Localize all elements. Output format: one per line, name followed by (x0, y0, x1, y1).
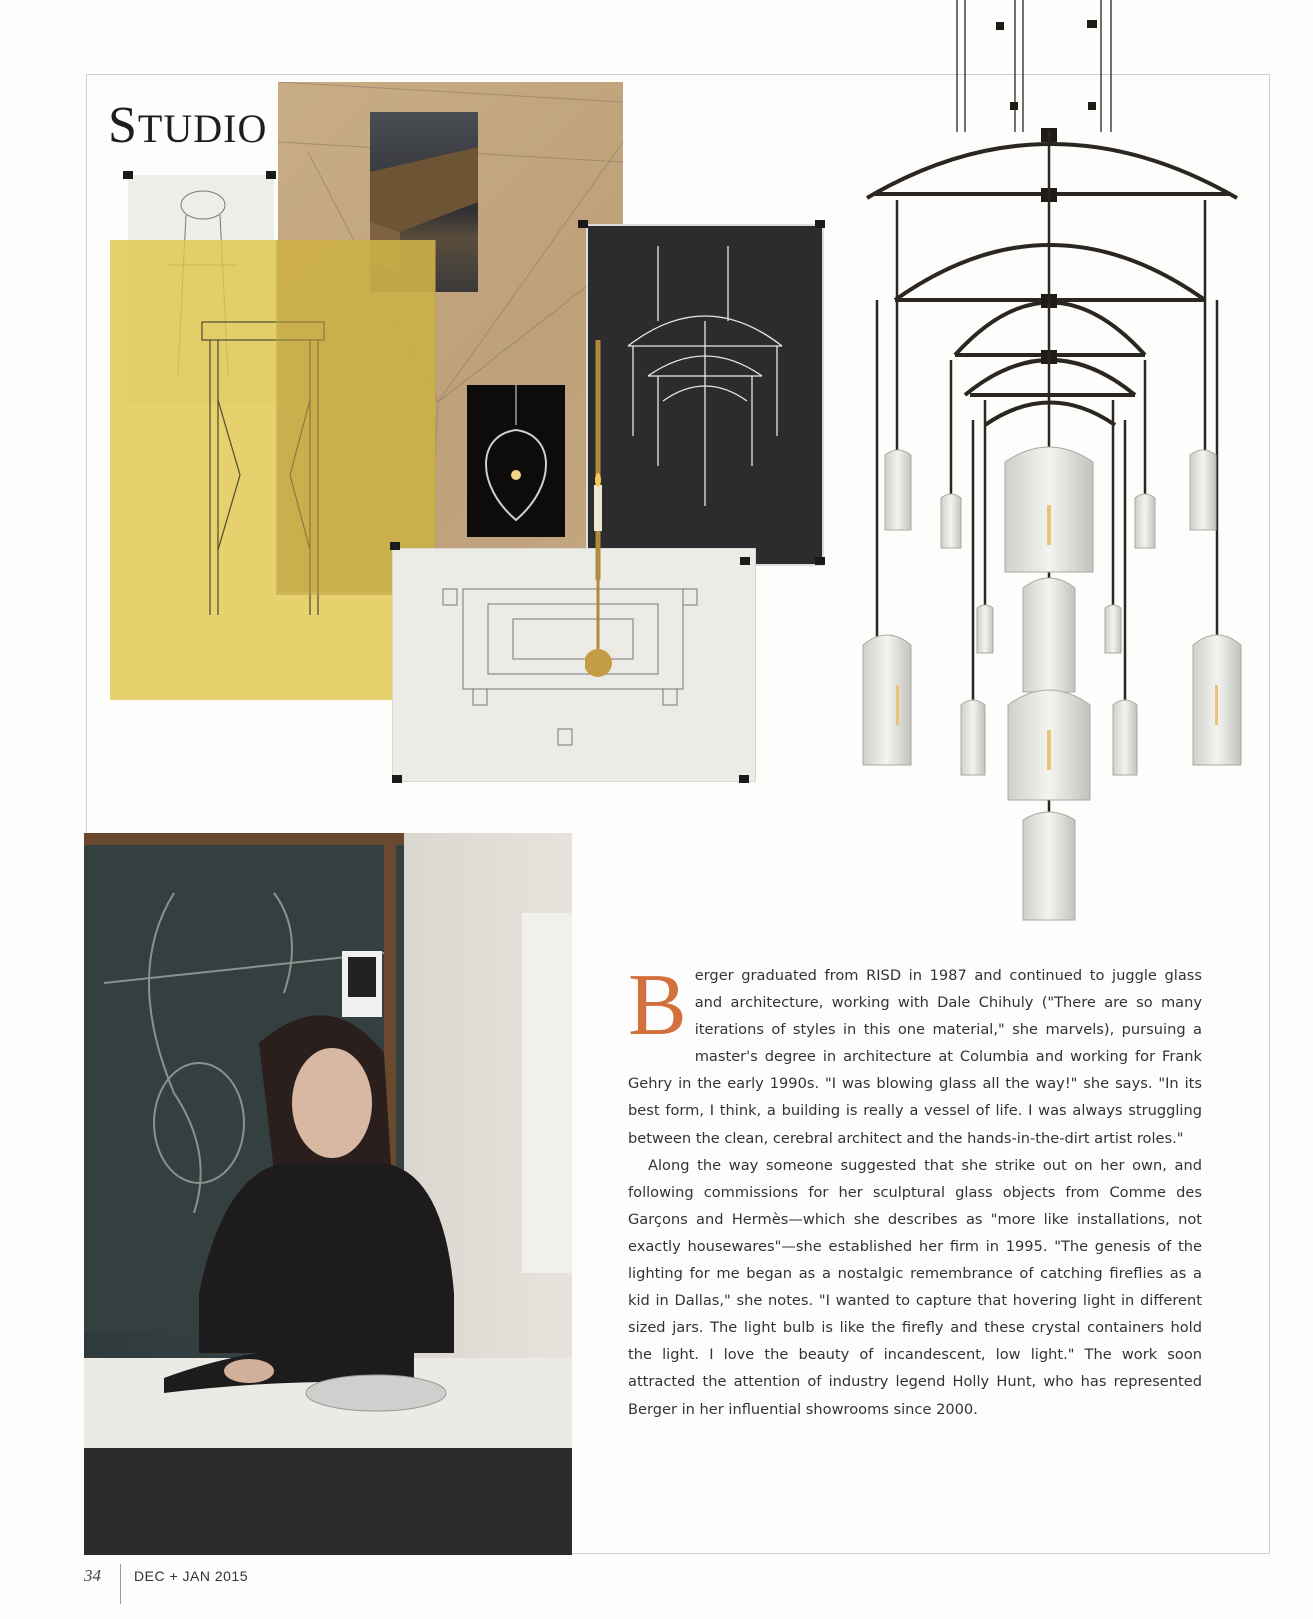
brass-candlestick (585, 330, 615, 690)
binder-clip (123, 171, 133, 179)
portrait-photo (84, 833, 572, 1555)
binder-clip (390, 542, 400, 550)
section-title: STUDIO (108, 97, 268, 154)
chandelier-print (586, 224, 824, 566)
binder-clip (392, 775, 402, 783)
article-paragraph: Along the way someone suggested that she strike out on her own, and following commissions for her sculptural glass objects from Comme des Garçons and Hermès—which she describes as "more like installations, not exactly housewares"—she established her firm in 1995. "The genesis of the lighting for me began as a nostalgic remembrance of catching fireflies as a kid in Dallas," she notes. "I wanted to capture that hovering light in different sized jars. The light bulb is like the firefly and these crystal containers hold the light. I love the beauty of incandescent, low light." The work soon attracted the attention of industry legend Holly Hunt, who has represented Berger in her influential showrooms since 2000. (628, 1156, 1202, 1418)
glass-pendant-photo (467, 385, 565, 537)
drop-cap: B (628, 957, 687, 1054)
yellow-trace-overlay (276, 240, 436, 595)
chandelier-line-drawing (588, 226, 822, 564)
glass-pendant-shape (467, 385, 565, 537)
article-body (628, 957, 1202, 1423)
binder-clip (739, 775, 749, 783)
sketch-collage (0, 0, 840, 790)
chandelier-illustration (855, 0, 1255, 930)
binder-clip (815, 220, 825, 228)
portrait-scene (84, 833, 572, 1555)
binder-clip (578, 220, 588, 228)
chandelier-photo (855, 0, 1255, 930)
binder-clip (815, 557, 825, 565)
footer-divider (120, 1564, 121, 1604)
article-paragraph: Berger graduated from RISD in 1987 and continued to juggle glass and architecture, working with Dale Chihuly ("There are so many iterations of styles in this one material," she marvels), pursuing a master's degree in architecture at Columbia and working for Frank Gehry in the early 1990s. "I was blowing glass all the way!" she says. "In its best form, I think, a building is really a vessel of life. I was always struggling between the clean, cerebral architect and the hands-in-the-dirt artist roles." (628, 957, 1202, 1147)
issue-date: DEC + JAN 2015 (134, 1568, 248, 1584)
chandelier-plan-sketch (393, 549, 755, 781)
binder-clip (266, 171, 276, 179)
page-number: 34 (84, 1566, 101, 1585)
binder-clip (740, 557, 750, 565)
plan-sketch-sheet (392, 548, 756, 782)
